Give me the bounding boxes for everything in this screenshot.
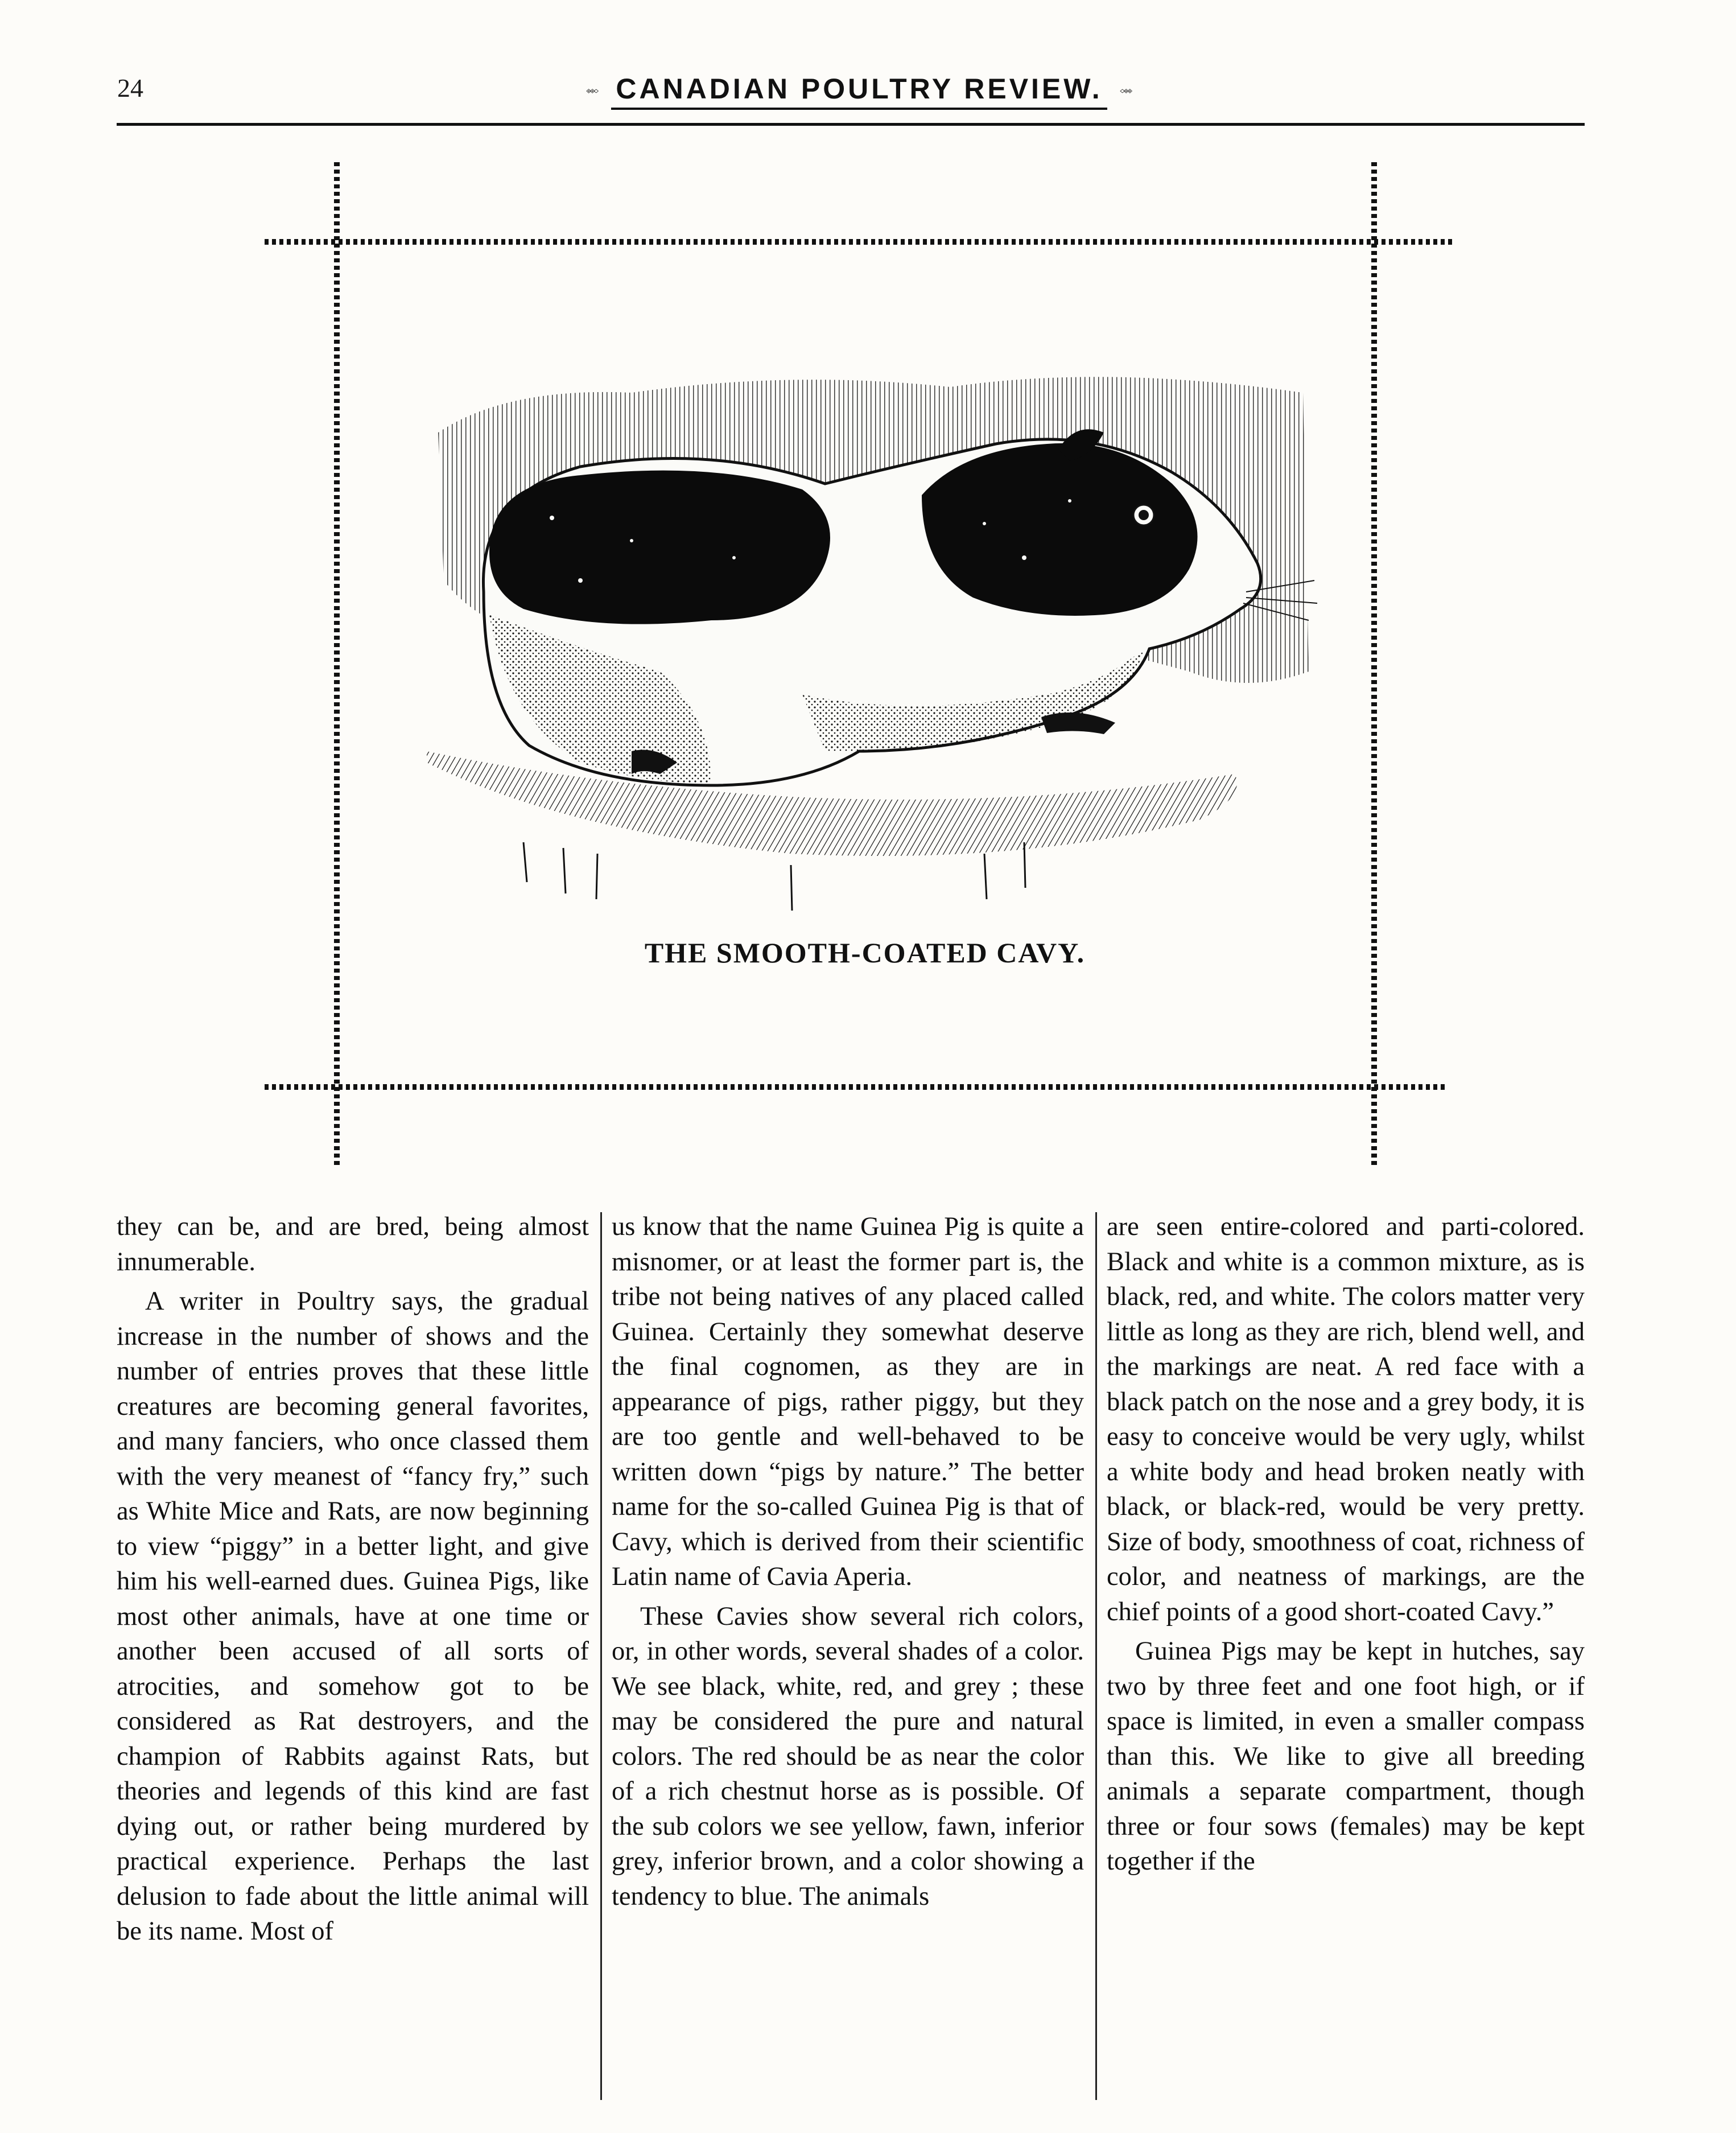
column-divider <box>600 1212 602 2100</box>
page-number: 24 <box>117 73 143 102</box>
text-column-2 <box>612 1209 1084 2097</box>
article-body <box>117 1209 1585 2097</box>
guinea-pig-engraving <box>393 353 1331 922</box>
text-column-1 <box>117 1209 589 2097</box>
paragraph: are seen entire-colored and parti-colored. Black and white is a common mixture, as is black, red, and white. The colors matter very little as long as they are rich, blend well, and the markings are neat. A red face with a black patch on the nose and a grey body, it is easy to conceive would be very ugly, whilst a white body and head broken neatly with black, or black-red, would be very pretty. Size of body, smoothness of coat, richness of color, and neatness of markings, are the chief points of a good short-coated Cavy.” <box>1107 1212 1585 1626</box>
paragraph: A writer in Poultry says, the gradual increase in the number of shows and the number of entries proves that these little creatures are becoming general favorites, and many fanciers, who once classed them with the very meanest of “fancy fry,” such as White Mice and Rats, are now beginning to view “piggy” in a better light, and give him his well-earned dues. Guinea Pigs, like most other animals, have at one time or another been accused of all sorts of atrocities, and somehow got to be considered as Rat destroyers, and the champion of Rabbits against Rats, but theories and legends of this kind are fast dying out, or rather being murdered by practical experience. Perhaps the last delusion to fade about the little animal will be its name. Most of <box>117 1287 589 1946</box>
column-divider <box>1095 1212 1097 2100</box>
masthead-title: CANADIAN POULTRY REVIEW. <box>611 72 1107 110</box>
text-column-3 <box>1107 1209 1585 2097</box>
illustration-caption: THE SMOOTH-COATED CAVY. <box>644 937 1086 969</box>
paragraph: Guinea Pigs may be kept in hutches, say two by three feet and one foot high, or if space is limited, in even a smaller compass than this. We like to give all breeding animals a separate compartment, though three or four sows (females) may be kept together if the <box>1107 1637 1585 1876</box>
paragraph: they can be, and are bred, being almost innumerable. <box>117 1212 589 1276</box>
cavy-illustration <box>393 353 1331 922</box>
paragraph: These Cavies show several rich colors, or, in other words, several shades of a color. We see black, white, red, and grey ; these may be considered the pure and natural colors. The red should be as near the color of a rich chestnut horse as is possible. Of the sub colors we see yellow, fawn, inferior grey, inferior brown, and a color showing a tendency to blue. The animals <box>612 1601 1084 1911</box>
paragraph: us know that the name Guinea Pig is quite a misnomer, or at least the former part is, the tribe not being natives of any placed called Guinea. Certainly they somewhat deserve the final cognomen, as they are in appearance of pigs, rather piggy, but they are too gentle and well-behaved to be written down “pigs by nature.” The better name for the so-called Guinea Pig is that of Cavy, which is derived from their scientific Latin name of Cavia Aperia. <box>612 1212 1084 1591</box>
